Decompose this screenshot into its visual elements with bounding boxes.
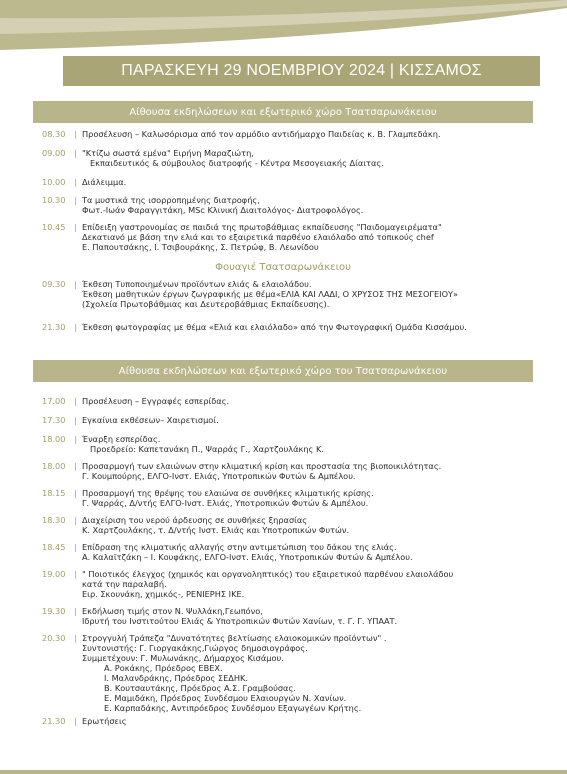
item-text: Ε. Παπουτσάκης, Ι. Τσιβουράκης, Σ. Πετρώφ, Β. Λεωνίδου [82, 242, 319, 252]
item-text: Έναρξη εσπερίδας. [82, 434, 161, 444]
item-text: Συντονιστής: Γ. Γιοργακάκης,Γιώργος δημοσιογράφος. [82, 643, 308, 653]
item-text: Γ. Ψαρράς, Δ/ντής ΕΛΓΟ-Ινστ. Ελιάς, Υποτροπικών Φυτών & Αμπέλου. [82, 498, 369, 508]
item-text: Επίδειξη γαστρονομίας σε παιδιά της πρωτοβάθμιας εκπαίδευσης "Παιδομαγειρέματα" [82, 222, 442, 232]
time-label: 18.30 [42, 515, 66, 525]
item-text: Διάλειμμα. [82, 177, 127, 187]
item-text: Έκθεση μαθητικών έργων ζωγραφικής με θέμα«ΕΛΙΑ ΚΑΙ ΛΑΔΙ, Ο ΧΡΥΣΟΣ ΤΗΣ ΜΕΣΟΓΕΙΟΥ» [82, 289, 459, 299]
item-text: Α. Ροκάκης, Πρόεδρος ΕΒΕΧ. [104, 663, 223, 673]
item-text: Ε. Καρπαδάκης, Αντιπρόεδρος Συνδέσμου Εξαγωγέων Κρήτης. [104, 703, 362, 713]
time-label: 17.30 [42, 415, 66, 425]
item-text: Ε. Μαμιδάκη, Πρόεδρος Συνδέσμου Ελαιουργών Ν. Χανίων. [104, 693, 347, 703]
item-text: Ιδρυτή του Ινστιτούτου Ελιάς & Υποτροπικών Φυτών Χανίων, τ. Γ. Γ. ΥΠΑΑΤ. [82, 616, 398, 626]
item-text: "Κτίζω σωστά εμένα" Ειρήνη Μαραζιώτη, [82, 148, 254, 158]
time-label: 10.45 [42, 222, 66, 232]
item-text: Προσαρμογή των ελαιώνων στην κλιματική κρίση και προστασία της βιοποικιλότητας. [82, 461, 442, 471]
item-text: Ειρ. Σκουνάκη, χημικός-, ΡΕΝΙΕΡΗΣ ΙΚΕ. [82, 589, 245, 599]
item-text: Εκδήλωση τιμής στον Ν. Ψυλλάκη,Γεωπόνο, [82, 606, 263, 616]
bottom-border [0, 770, 567, 774]
item-text: Προεδρείο: Καπετανάκη Π., Ψαρράς Γ., Χαρτζουλάκης Κ. [90, 444, 324, 454]
item-text: Ερωτήσεις [82, 716, 127, 726]
item-text: Διαχείριση του νερού άρδευσης σε συνθήκες ξηρασίας [82, 515, 308, 525]
time-label: 18.15 [42, 488, 66, 498]
time-label: 17.00 [42, 396, 66, 406]
time-label: 21.30 [42, 716, 66, 726]
item-text: (Σχολεία Πρωτοβάθμιας και Δευτεροβάθμιας Εκπαίδευσης). [82, 299, 330, 309]
time-label: 18.45 [42, 542, 66, 552]
item-text: Προσαρμογή της θρέψης του ελαιώνα σε συνθήκες κλιματικής κρίσης. [82, 488, 374, 498]
time-label: 19.00 [42, 569, 66, 579]
item-text: Προσέλευση – Καλωσόρισμα από τον αρμόδιο αντιδήμαρχο Παιδείας κ. Β. Γλαμπεδάκη. [82, 129, 441, 139]
item-text: Έκθεση φωτογραφίας με θέμα «Ελιά και ελαιόλαδο» από την Φωτογραφική Ομάδα Κισσάμου. [82, 322, 467, 332]
item-text: κατά την παραλαβή. [82, 579, 167, 589]
item-text: Φωτ.-Ιωάν Φαραγγιτάκη, MSc Κλινική Διαιτολόγος- Διατροφολόγος. [82, 205, 364, 215]
item-text: Δεκατιανό με βάση την ελιά και το εξαιρετικά παρθένο ελαιόλαδο από τοπικούς chef [82, 232, 434, 242]
time-label: 21.30 [42, 322, 66, 332]
item-text: Προσέλευση – Εγγραφές εσπερίδας. [82, 396, 230, 406]
time-label: 18.00 [42, 434, 66, 444]
item-text: Έκθεση Τυποποιημένων προϊόντων ελιάς & ελαιολάδου. [82, 279, 312, 289]
page-title: ΠΑΡΑΣΚΕΥΗ 29 ΝΟΕΜΒΡΙΟΥ 2024 | ΚΙΣΣΑΜΟΣ [63, 56, 540, 86]
item-text: Τα μυστικά της ισορροπημένης διατροφής, [82, 195, 260, 205]
item-text: Εγκαίνια εκθέσεων– Χαιρετισμοί. [82, 415, 219, 425]
time-label: 10.00 [42, 177, 66, 187]
time-label: 20.30 [42, 633, 66, 643]
item-text: Α. Καλαϊτζάκη – Ι. Κουφάκης, ΕΛΓΟ-Ινστ. Ελιάς, Υποτροπικών Φυτών & Αμπέλου. [82, 552, 413, 562]
item-text: Γ. Κουμπούρης, ΕΛΓΟ-Ινστ. Ελιάς, Υποτροπικών Φυτών & Αμπέλου. [82, 471, 356, 481]
section-header-venue-2: Αίθουσα εκδηλώσεων και εξωτερικό χώρο του Τσατσαρωνάκειου [33, 360, 533, 382]
decorative-header-swoosh [0, 0, 567, 60]
item-text: " Ποιοτικός έλεγχος (χημικός και οργανοληπτικός) του εξαιρετικού παρθένου ελαιολάδου [82, 569, 454, 579]
time-label: 08.30 [42, 129, 66, 139]
item-text: Στρογγυλή Τράπεζα "Δυνατότητες βελτίωσης ελαιοκομικών προϊόντων" . [82, 633, 387, 643]
time-label: 18.00 [42, 461, 66, 471]
item-text: Συμμετέχουν: Γ. Μυλωνάκης, Δήμαρχος Κισάμου. [82, 653, 284, 663]
item-text: Επίδραση της κλιματικής αλλαγής στην αντιμετώπιση του δάκου της ελιάς. [82, 542, 397, 552]
item-text: Εκπαιδευτικός & σύμβουλος διατροφής - Κέντρα Μεσογειακής Δίαιτας. [90, 158, 384, 168]
section-header-venue-1: Αίθουσα εκδηλώσεων και εξωτερικό χώρο Τσατσαρωνάκειου [33, 101, 533, 123]
time-label: 10.30 [42, 195, 66, 205]
item-text: Β. Κουτσαυτάκης, Πρόεδρος Α.Σ. Γραμβούσας. [104, 683, 296, 693]
time-label: 19.30 [42, 606, 66, 616]
time-label: 09.30 [42, 279, 66, 289]
item-text: Ι. Μαλανδράκης, Πρόεδρος ΣΕΔΗΚ. [104, 673, 249, 683]
foyer-subtitle: Φουαγιέ Τσατσαρωνάκειου [215, 262, 351, 273]
item-text: Κ. Χαρτζουλάκης, τ. Δ/ντής Ινστ. Ελιάς και Υποτροπικών Φυτών. [82, 525, 350, 535]
time-label: 09.00 [42, 148, 66, 158]
